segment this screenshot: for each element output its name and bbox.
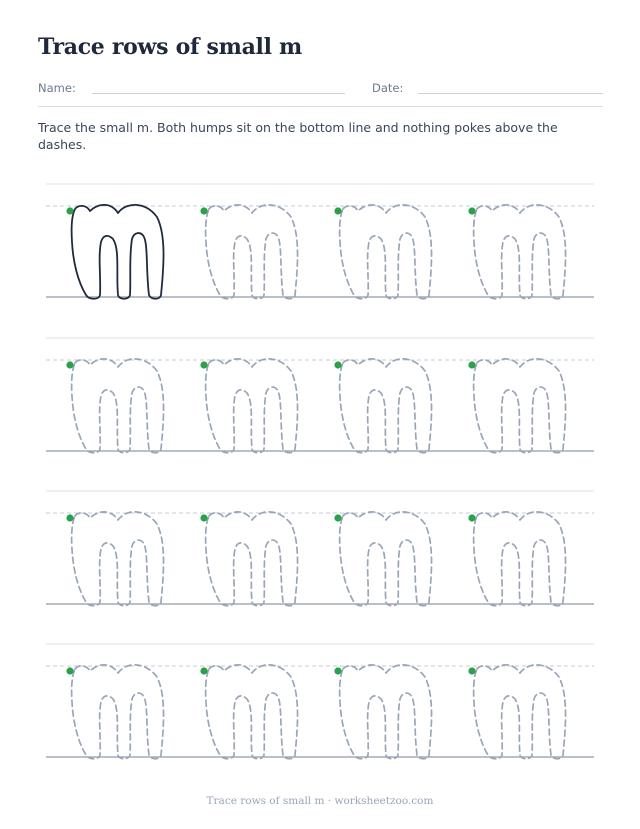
dashed-letter-outline [72, 359, 164, 453]
dashed-letter-outline [340, 359, 432, 453]
practice-row [46, 184, 594, 299]
trace-letter-m[interactable] [334, 665, 431, 759]
trace-letter-m[interactable] [468, 665, 565, 759]
example-letter-m [66, 205, 163, 299]
dashed-letter-outline [206, 359, 298, 453]
trace-letter-m[interactable] [200, 512, 297, 606]
footer-text: Trace rows of small m · worksheetzoo.com [206, 795, 434, 807]
start-dot-icon [334, 361, 341, 368]
trace-letter-m[interactable] [468, 512, 565, 606]
start-dot-icon [66, 361, 73, 368]
start-dot-icon [66, 207, 73, 214]
practice-row [46, 491, 594, 606]
trace-letter-m[interactable] [200, 205, 297, 299]
trace-letter-m[interactable] [334, 512, 431, 606]
solid-letter-outline [72, 205, 164, 299]
practice-row [46, 644, 594, 759]
start-dot-icon [468, 667, 475, 674]
dashed-letter-outline [206, 665, 298, 759]
page-title: Trace rows of small m [38, 34, 302, 60]
start-dot-icon [334, 514, 341, 521]
dashed-letter-outline [340, 205, 432, 299]
dashed-letter-outline [474, 205, 566, 299]
start-dot-icon [200, 361, 207, 368]
dashed-letter-outline [474, 359, 566, 453]
dashed-letter-outline [72, 512, 164, 606]
instructions-text: Trace the small m. Both humps sit on the bottom line and nothing pokes above the dashes. [38, 120, 558, 152]
start-dot-icon [334, 667, 341, 674]
start-dot-icon [200, 667, 207, 674]
start-dot-icon [200, 514, 207, 521]
dashed-letter-outline [474, 665, 566, 759]
start-dot-icon [468, 514, 475, 521]
start-dot-icon [334, 207, 341, 214]
dashed-letter-outline [72, 665, 164, 759]
start-dot-icon [66, 514, 73, 521]
trace-letter-m[interactable] [66, 665, 163, 759]
dashed-letter-outline [340, 512, 432, 606]
start-dot-icon [468, 361, 475, 368]
trace-letter-m[interactable] [468, 205, 565, 299]
dashed-letter-outline [206, 512, 298, 606]
trace-letter-m[interactable] [66, 359, 163, 453]
dashed-letter-outline [206, 205, 298, 299]
dashed-letter-outline [340, 665, 432, 759]
start-dot-icon [66, 667, 73, 674]
trace-letter-m[interactable] [66, 512, 163, 606]
name-label: Name: [38, 81, 76, 95]
trace-letter-m[interactable] [200, 665, 297, 759]
start-dot-icon [200, 207, 207, 214]
dashed-letter-outline [474, 512, 566, 606]
practice-row [46, 338, 594, 453]
trace-letter-m[interactable] [200, 359, 297, 453]
date-label: Date: [372, 81, 404, 95]
start-dot-icon [468, 207, 475, 214]
trace-letter-m[interactable] [334, 205, 431, 299]
trace-letter-m[interactable] [334, 359, 431, 453]
trace-letter-m[interactable] [468, 359, 565, 453]
